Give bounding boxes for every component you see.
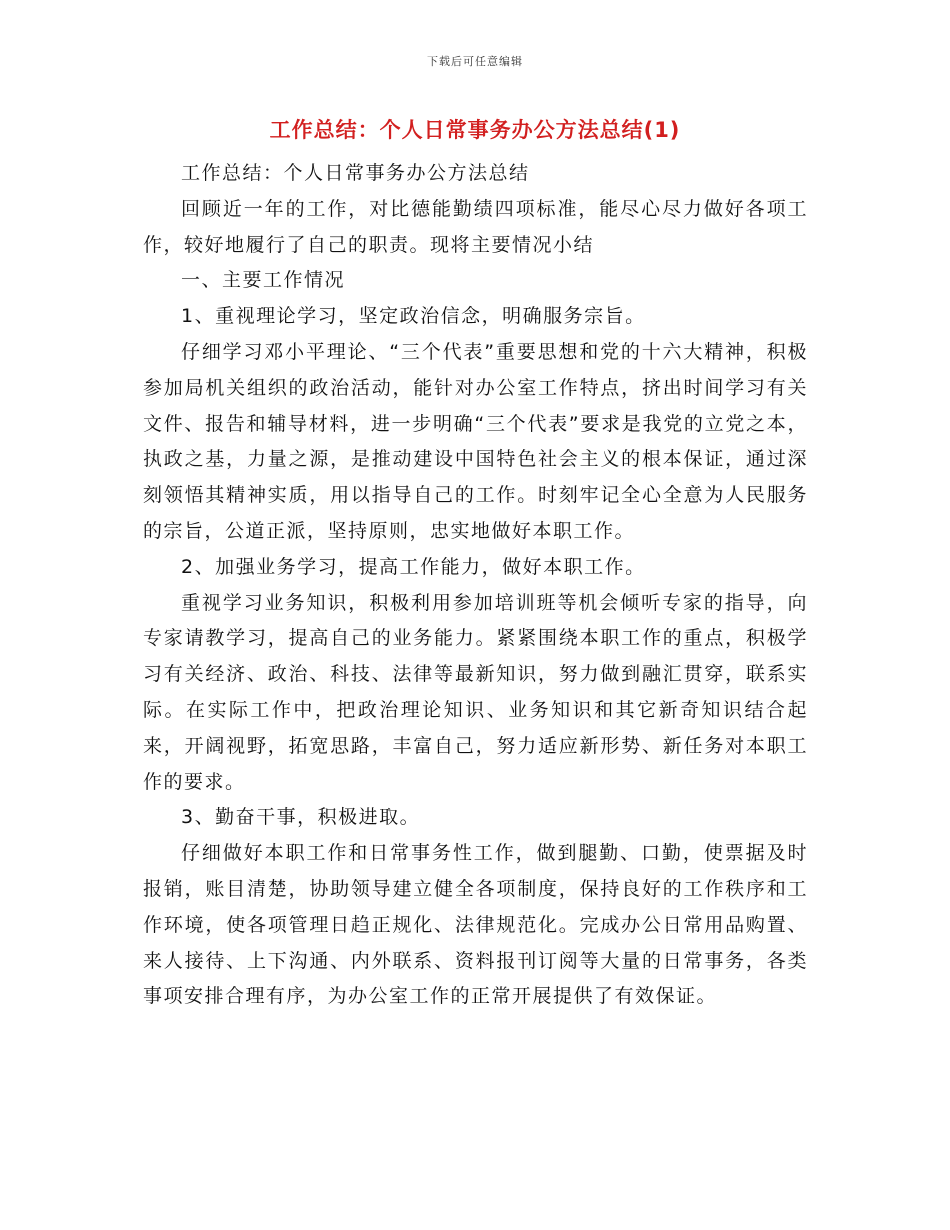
paragraph-business-study: 重视学习业务知识，积极利用参加培训班等机会倾听专家的指导，向专家请教学习，提高自己的业务能力。紧紧围绕本职工作的重点，积极学习有关经济、政治、科技、法律等最新知识，努力做到融汇贯穿，联系实际。在实际工作中，把政治理论知识、业务知识和其它新奇知识结合起来，开阔视野，拓宽思路，丰富自己，努力适应新形势、新任务对本职工作的要求。 [143,591,808,793]
subsection-heading-2: 2、加强业务学习，提高工作能力，做好本职工作。 [181,555,646,578]
header-note: 下载后可任意编辑 [427,55,523,68]
subsection-heading-3: 3、勤奋干事，积极进取。 [181,806,421,829]
paragraph-theory-study: 仔细学习邓小平理论、“三个代表”重要思想和党的十六大精神，积极参加局机关组织的政治活动，能针对办公室工作特点，挤出时间学习有关文件、报告和辅导材料，进一步明确“三个代表”要求是我党的立党之本，执政之基，力量之源，是推动建设中国特色社会主义的根本保证，通过深刻领悟其精神实质，用以指导自己的工作。时刻牢记全心全意为人民服务的宗旨，公道正派，坚持原则，忠实地做好本职工作。 [143,340,808,542]
document-body [143,156,808,1015]
subsection-heading-1: 1、重视理论学习，坚定政治信念，明确服务宗旨。 [181,305,646,328]
paragraph-intro: 回顾近一年的工作，对比德能勤绩四项标准，能尽心尽力做好各项工作，较好地履行了自己的职责。现将主要情况小结 [143,197,808,256]
document-title: 工作总结：个人日常事务办公方法总结(1) [269,118,681,142]
section-heading: 一、主要工作情况 [181,269,346,292]
paragraph-subtitle: 工作总结：个人日常事务办公方法总结 [181,162,530,184]
paragraph-daily-work: 仔细做好本职工作和日常事务性工作，做到腿勤、口勤，使票据及时报销，账目清楚，协助领导建立健全各项制度，保持良好的工作秩序和工作环境，使各项管理日趋正规化、法律规范化。完成办公日常用品购置、来人接待、上下沟通、内外联系、资料报刊订阅等大量的日常事务，各类事项安排合理有序，为办公室工作的正常开展提供了有效保证。 [143,842,808,1008]
